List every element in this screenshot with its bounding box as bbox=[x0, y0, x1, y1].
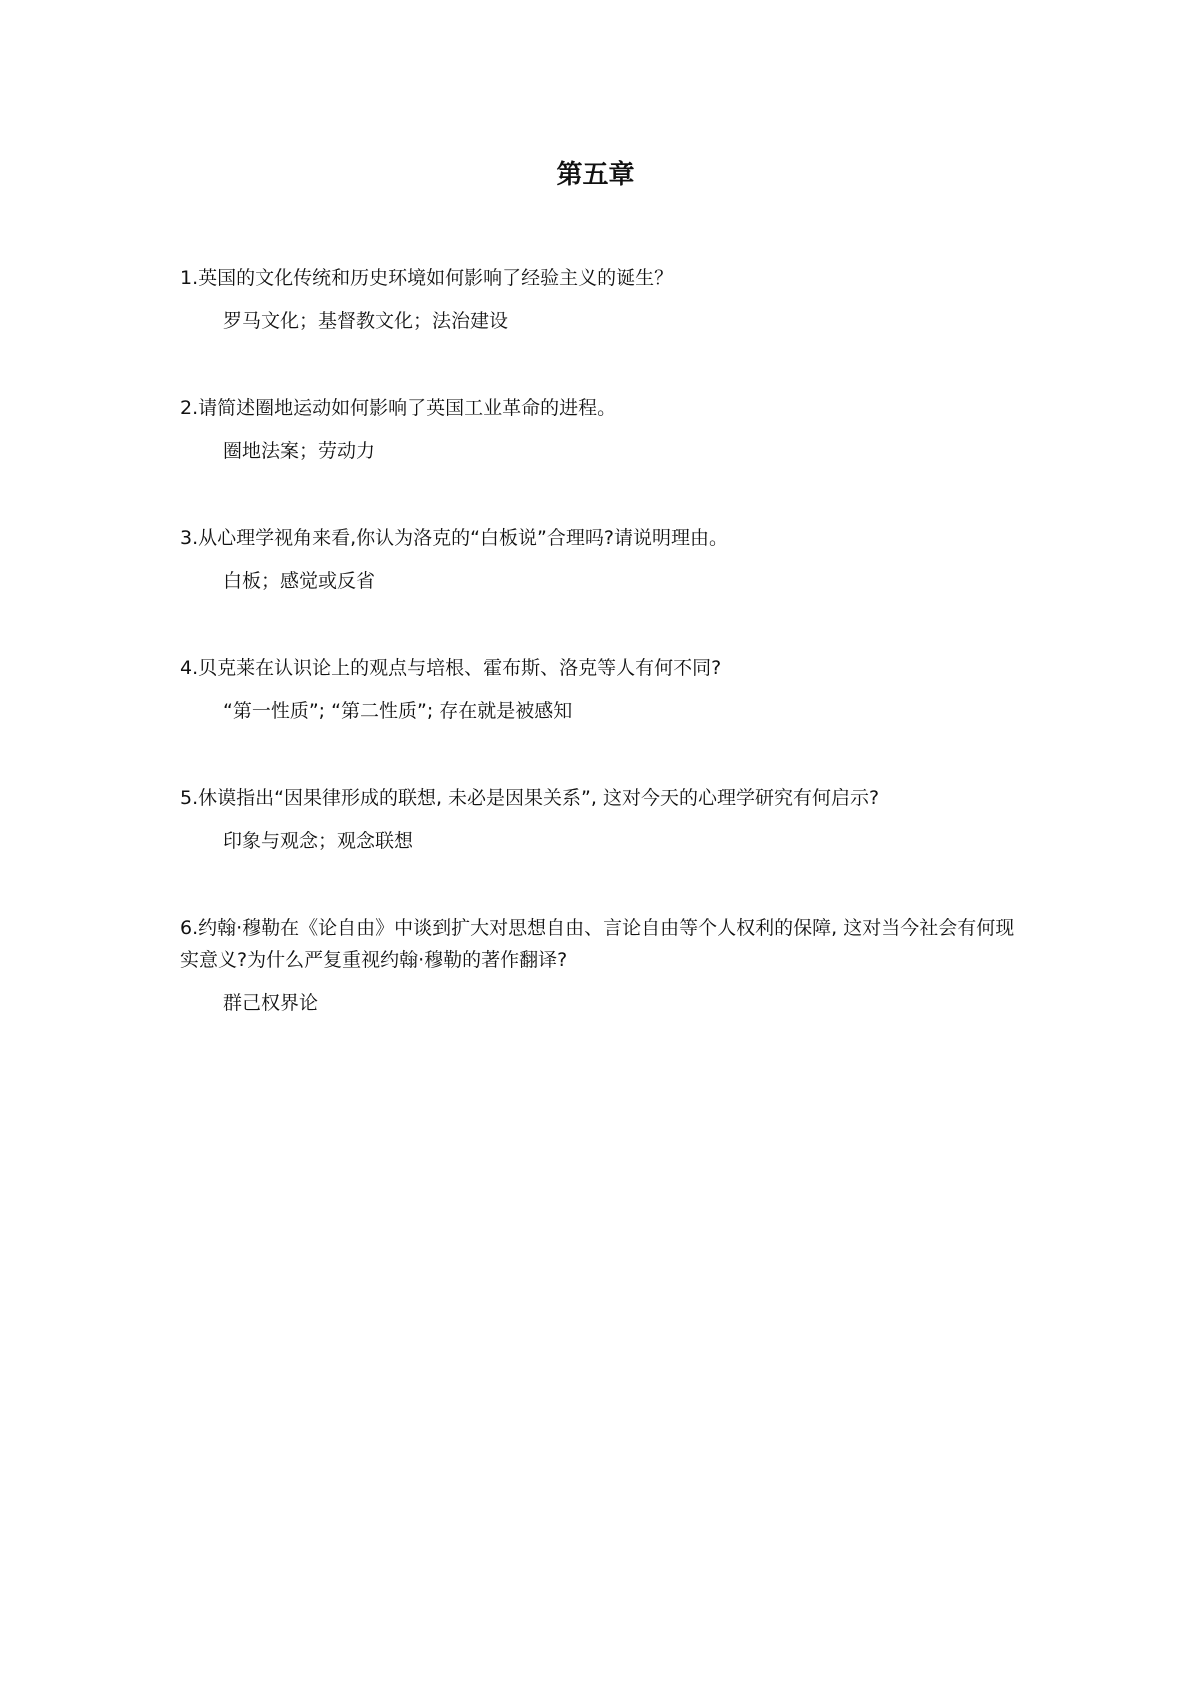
answer-keywords: 圈地法案；劳动力 bbox=[223, 440, 376, 462]
question-text: 6.约翰·穆勒在《论自由》中谈到扩大对思想自由、言论自由等个人权利的保障, 这对当今社会有何现实意义?为什么严复重视约翰·穆勒的著作翻译? bbox=[180, 917, 1015, 971]
answer-keywords: 白板；感觉或反省 bbox=[223, 570, 376, 592]
question-block-6 bbox=[180, 912, 1030, 1018]
answer-keywords: 群己权界论 bbox=[223, 992, 319, 1014]
question-text: 1.英国的文化传统和历史环境如何影响了经验主义的诞生？ bbox=[180, 267, 674, 289]
answer-keywords: 印象与观念；观念联想 bbox=[223, 830, 414, 852]
question-text: 2.请简述圈地运动如何影响了英国工业革命的进程。 bbox=[180, 397, 617, 419]
question-text: 3.从心理学视角来看,你认为洛克的“白板说”合理吗?请说明理由。 bbox=[180, 527, 728, 549]
question-text: 4.贝克莱在认识论上的观点与培根、霍布斯、洛克等人有何不同? bbox=[180, 657, 722, 679]
question-block-3 bbox=[180, 522, 1030, 596]
chapter-title: 第五章 bbox=[556, 160, 635, 190]
question-block-5 bbox=[180, 782, 1030, 856]
answer-keywords: 罗马文化；基督教文化；法治建设 bbox=[223, 310, 509, 332]
question-block-1 bbox=[180, 262, 1030, 336]
question-text: 5.休谟指出“因果律形成的联想, 未必是因果关系”, 这对今天的心理学研究有何启示? bbox=[180, 787, 880, 809]
question-block-2 bbox=[180, 392, 1030, 466]
answer-keywords: “第一性质”; “第二性质”; 存在就是被感知 bbox=[223, 700, 573, 722]
question-block-4 bbox=[180, 652, 1030, 726]
